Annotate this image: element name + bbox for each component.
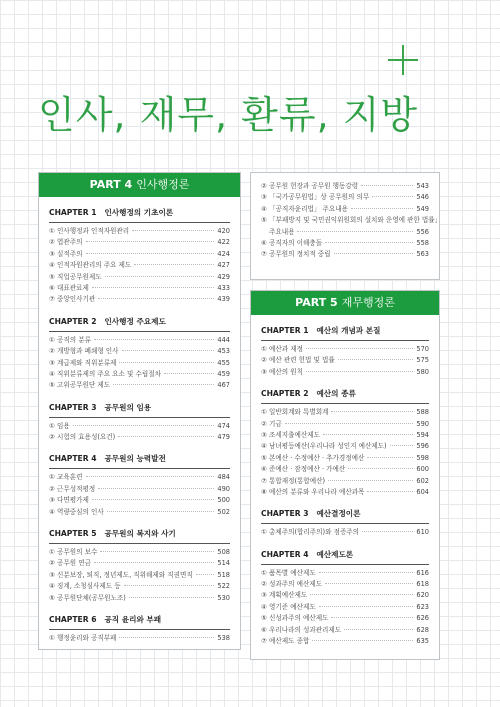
toc-entry <box>261 407 429 418</box>
toc-entry <box>49 421 230 432</box>
chapter-number: CHAPTER 2 <box>261 389 309 399</box>
toc-entry <box>49 237 230 248</box>
toc-entry-title: ② 예산 관련 헌법 및 법률 <box>261 356 335 365</box>
toc-entry <box>261 527 429 538</box>
part4-header <box>39 173 240 197</box>
dot-leader <box>94 339 214 340</box>
part4-toc <box>39 207 240 644</box>
toc-entry-title: ② 기금 <box>261 419 282 428</box>
toc-entry-page: 422 <box>217 238 230 247</box>
chapter-number: CHAPTER 3 <box>49 402 97 412</box>
toc-entry-page: 596 <box>416 442 429 451</box>
chapter-title: 예산제도론 <box>316 549 354 559</box>
dot-leader <box>367 491 413 492</box>
dot-leader <box>325 583 413 584</box>
toc-entry-title: ① 인사행정과 인적자원관리 <box>49 227 130 235</box>
chapter-title: 공직 윤리와 부패 <box>104 614 162 624</box>
toc-entry <box>261 568 429 579</box>
toc-entry-title: ③ 신분보장, 퇴직, 정년제도, 직위해제와 직권면직 <box>49 570 193 579</box>
toc-entry-page: 549 <box>416 204 429 213</box>
chapter-title: 공무원의 복지와 사기 <box>104 529 176 539</box>
toc-entry-title: ③ 계획예산제도 <box>261 591 308 600</box>
dot-leader <box>334 253 414 254</box>
chapter-heading <box>261 388 429 399</box>
toc-entry <box>49 484 230 495</box>
toc-entry-page: 600 <box>416 465 429 474</box>
chapter-divider <box>261 564 429 565</box>
toc-entry <box>49 226 230 237</box>
toc-entry-page: 444 <box>217 335 230 344</box>
plus-decoration-icon <box>388 45 418 75</box>
toc-entry-page: 598 <box>416 453 429 462</box>
chapter-heading <box>49 614 230 625</box>
dot-leader <box>92 287 215 288</box>
dot-leader <box>361 185 413 186</box>
part4-column <box>38 172 241 650</box>
part5-column <box>250 290 440 660</box>
toc-entry-page: 604 <box>416 487 429 496</box>
toc-entry-page: 502 <box>217 507 230 516</box>
toc-entry-title: ④ 직위분류제의 주요 요소 및 수립절차 <box>49 369 161 378</box>
toc-entry-page: 433 <box>217 283 230 292</box>
toc-entry-title: ② 공무원 연금 <box>49 559 91 568</box>
toc-entry-title: ② 엽관주의 <box>49 238 83 247</box>
toc-entry-page: 439 <box>217 295 230 304</box>
toc-entry <box>261 181 429 192</box>
toc-entry <box>261 367 429 378</box>
part5-header <box>251 291 439 315</box>
part5-toc <box>251 325 439 647</box>
dot-leader <box>86 253 215 254</box>
toc-entry-title: ⑤ 직업공무원제도 <box>49 272 102 281</box>
toc-entry-page: 530 <box>217 593 230 602</box>
toc-entry-title: ⑤ 공무원단체(공무원노조) <box>49 593 126 602</box>
toc-entry-page: 479 <box>217 433 230 442</box>
toc-entry <box>261 487 429 498</box>
dot-leader <box>312 640 413 641</box>
part5-label: PART 5 <box>295 296 338 309</box>
chapter-section <box>49 453 230 518</box>
toc-entry-title: ② 공무원 헌장과 공무원 행동강령 <box>261 182 359 190</box>
toc-entry <box>49 472 230 483</box>
chapter-title: 공무원의 임용 <box>104 402 152 412</box>
chapter-number: CHAPTER 5 <box>49 529 97 539</box>
toc-entry-title: ① 예산과 재정 <box>261 345 303 353</box>
toc-entry-title: ① 공직의 분류 <box>49 335 91 344</box>
chapter-section <box>49 207 230 306</box>
toc-entry <box>261 192 429 203</box>
toc-entry-title: ③ 예산의 원칙 <box>261 367 303 376</box>
toc-entry-title: ⑦ 예산제도 종합 <box>261 637 310 646</box>
chapter-heading <box>49 316 230 327</box>
toc-entry-title: ① 행정윤리와 공직부패 <box>49 633 117 642</box>
part5-title: 재무행정론 <box>341 296 395 309</box>
dot-leader <box>310 594 413 595</box>
chapter-heading <box>49 207 230 218</box>
dot-leader <box>306 348 413 349</box>
toc-entry <box>261 355 429 366</box>
toc-entry-page: 455 <box>217 358 230 367</box>
toc-entry <box>49 558 230 569</box>
toc-entry-title: ⑥ 공직자의 이해충돌 <box>261 238 323 247</box>
chapter-section <box>261 508 429 538</box>
chapter-title: 예산의 종류 <box>316 389 356 399</box>
toc-entry-title: ③ 「국가공무원법」상 공무원의 의무 <box>261 193 370 202</box>
toc-entry <box>261 430 429 441</box>
toc-entry-page: 610 <box>416 528 429 537</box>
toc-entry-page: 623 <box>416 602 429 611</box>
toc-entry-page: 538 <box>217 633 230 642</box>
toc-entry-title: ⑤ 고위공무원단 제도 <box>49 381 111 390</box>
toc-entry-title: ③ 계급제와 직위분류제 <box>49 358 117 367</box>
chapter-heading <box>49 402 230 413</box>
toc-entry-title: ④ 영기준 예산제도 <box>261 602 316 611</box>
toc-entry <box>261 249 429 260</box>
toc-entry-page: 588 <box>416 408 429 417</box>
toc-entry-page: 590 <box>416 419 429 428</box>
dot-leader <box>306 371 413 372</box>
dot-leader <box>122 350 215 351</box>
dot-leader <box>98 488 214 489</box>
toc-entry-page: 453 <box>217 347 230 356</box>
toc-entry-page: 556 <box>416 227 429 236</box>
toc-entry-title: ① 공무원의 보수 <box>49 548 98 557</box>
chapter-title: 예산의 개념과 본질 <box>316 326 381 335</box>
toc-entry-page: 514 <box>217 559 230 568</box>
toc-entry-page: 575 <box>416 356 429 365</box>
dot-leader <box>132 230 214 231</box>
toc-entry-title: ④ 역량중심의 인사 <box>49 507 104 516</box>
dot-leader <box>100 551 214 552</box>
toc-entry-title: ② 근무성적평정 <box>49 484 96 493</box>
chapter-section <box>49 316 230 392</box>
toc-entry-page: 427 <box>217 261 230 270</box>
chapter-section <box>261 325 429 378</box>
chapter-number: CHAPTER 4 <box>261 549 309 559</box>
chapter-section <box>261 549 429 648</box>
dot-leader <box>362 531 413 532</box>
page-title: 인사, 재무, 환류, 지방 <box>38 93 419 137</box>
toc-entry <box>49 260 230 271</box>
toc-entry <box>261 227 429 238</box>
dot-leader <box>367 457 413 458</box>
toc-entry-page: 635 <box>416 637 429 646</box>
toc-entry-title: ⑤ 본예산 · 수정예산 · 추가경정예산 <box>261 453 365 462</box>
dot-leader <box>92 499 215 500</box>
toc-entry-title: ① 품목별 예산제도 <box>261 568 316 577</box>
toc-entry <box>49 294 230 305</box>
dot-leader <box>119 362 214 363</box>
dot-leader <box>338 359 414 360</box>
toc-entry <box>261 441 429 452</box>
toc-entry-page: 459 <box>217 369 230 378</box>
part4-title: 인사행정론 <box>136 178 190 191</box>
toc-entry <box>49 581 230 592</box>
chapter-divider <box>49 222 230 223</box>
toc-entry-page: 543 <box>416 182 429 190</box>
toc-entry-title: ③ 조세지출예산제도 <box>261 430 320 439</box>
toc-entry-title: ④ 징계, 소청심사제도 등 <box>49 582 121 591</box>
toc-entry <box>49 380 230 391</box>
toc-entry-title: ⑥ 대표관료제 <box>49 283 89 292</box>
toc-entry <box>261 215 442 226</box>
toc-entry <box>261 590 429 601</box>
dot-leader <box>196 574 215 575</box>
chapter-heading <box>49 528 230 539</box>
toc-entry-title: ⑤ 신성과주의 예산제도 <box>261 614 329 623</box>
toc-entry-page: 602 <box>416 476 429 485</box>
dot-leader <box>348 468 413 469</box>
toc-entry <box>49 633 230 644</box>
toc-entry <box>49 283 230 294</box>
dot-leader <box>107 511 215 512</box>
chapter-number: CHAPTER 3 <box>261 509 309 519</box>
toc-entry <box>261 238 429 249</box>
chapter-divider <box>49 468 230 469</box>
chapter-section <box>49 528 230 604</box>
toc-entry <box>261 625 429 636</box>
dot-leader <box>73 425 215 426</box>
toc-entry-page: 522 <box>217 582 230 591</box>
toc-entry <box>49 570 230 581</box>
chapter-title: 공무원의 능력발전 <box>104 454 166 464</box>
dot-leader <box>113 384 214 385</box>
dot-leader <box>319 606 414 607</box>
toc-entry <box>261 453 429 464</box>
toc-entry-title: ② 개방형과 폐쇄형 인사 <box>49 347 119 356</box>
toc-entry-page: 467 <box>217 381 230 390</box>
toc-entry-title: ③ 다면평가제 <box>49 496 89 505</box>
toc-entry-page: 570 <box>416 345 429 353</box>
chapter-divider <box>49 331 230 332</box>
toc-entry <box>261 602 429 613</box>
toc-entry <box>49 593 230 604</box>
dot-leader <box>98 298 214 299</box>
toc-entry-page: 628 <box>416 625 429 634</box>
dot-leader <box>164 373 214 374</box>
dot-leader <box>119 637 214 638</box>
toc-entry <box>49 358 230 369</box>
dot-leader <box>323 434 413 435</box>
toc-entry-page: 490 <box>217 484 230 493</box>
toc-entry-page: 546 <box>416 193 429 202</box>
toc-entry-page: 420 <box>217 227 230 235</box>
chapter-title: 인사행정 주요제도 <box>104 316 166 326</box>
dot-leader <box>344 629 413 630</box>
toc-entry-title: ⑥ 준예산 · 잠정예산 · 가예산 <box>261 465 346 474</box>
toc-entry <box>261 204 429 215</box>
chapter-heading <box>49 453 230 464</box>
toc-entry <box>49 335 230 346</box>
dot-leader <box>86 476 215 477</box>
dot-leader <box>129 597 215 598</box>
dot-leader <box>331 617 413 618</box>
toc-entry-page: 563 <box>416 250 429 259</box>
dot-leader <box>124 585 215 586</box>
toc-entry <box>261 613 429 624</box>
chapter-number: CHAPTER 2 <box>49 316 97 326</box>
toc-entry-page: 500 <box>217 496 230 505</box>
toc-entry <box>49 507 230 518</box>
toc-entry-title: ④ 인적자원관리의 주요 제도 <box>49 261 132 270</box>
toc-entry <box>49 547 230 558</box>
toc-entry-page: 558 <box>416 238 429 247</box>
chapter-divider <box>261 523 429 524</box>
chapter-title: 인사행정의 기초이론 <box>104 208 174 217</box>
toc-entry-title: ① 총체주의(합리주의)와 점증주의 <box>261 528 360 537</box>
toc-entry-title: ③ 실적주의 <box>49 249 83 258</box>
part4-label: PART 4 <box>89 178 133 191</box>
dot-leader <box>328 480 413 481</box>
toc-entry-title: ④ 「공직자윤리법」 주요내용 <box>261 204 348 213</box>
toc-entry-title: ② 시험의 효용성(요건) <box>49 433 116 442</box>
toc-entry <box>49 495 230 506</box>
chapter-section <box>49 402 230 444</box>
dot-leader <box>319 572 414 573</box>
toc-entry-title: ⑧ 예산의 분류와 우리나라 예산과목 <box>261 487 365 496</box>
toc-entry <box>49 272 230 283</box>
toc-entry <box>49 346 230 357</box>
toc-entry-title: ⑤ 「부패방지 및 국민권익위원회의 설치와 운영에 관한 법률」 <box>261 216 442 225</box>
dot-leader <box>390 445 414 446</box>
chapter-heading <box>261 325 429 336</box>
toc-entry <box>261 344 429 355</box>
toc-entry <box>261 419 429 430</box>
toc-entry-page: 484 <box>217 473 230 482</box>
chapter-number: CHAPTER 1 <box>261 326 309 335</box>
toc-entry-page: 424 <box>217 249 230 258</box>
toc-entry-page: 429 <box>217 272 230 281</box>
toc-entry <box>261 579 429 590</box>
toc-entry-page: 620 <box>416 591 429 600</box>
dot-leader <box>325 242 413 243</box>
chapter-divider <box>49 629 230 630</box>
chapter-number: CHAPTER 6 <box>49 614 97 624</box>
toc-entry <box>49 369 230 380</box>
toc-entry-page: 626 <box>416 614 429 623</box>
dot-leader <box>94 562 214 563</box>
toc-entry-title: ① 임용 <box>49 421 70 430</box>
chapter-heading <box>261 549 429 560</box>
chapter-divider <box>261 403 429 404</box>
toc-entry-title: ⑦ 중앙인사기관 <box>49 295 96 304</box>
chapter-title: 예산결정이론 <box>316 509 361 519</box>
toc-entry-page: 474 <box>217 421 230 430</box>
dot-leader <box>134 264 214 265</box>
toc-entry <box>49 432 230 443</box>
toc-entry-title: ④ 남녀평등예산(우리나라 성인지 예산제도) <box>261 442 387 451</box>
toc-entry-title: ① 교육훈련 <box>49 473 83 482</box>
dot-leader <box>285 423 414 424</box>
toc-entry <box>261 476 429 487</box>
dot-leader <box>351 208 413 209</box>
toc-entry-page: 616 <box>416 568 429 577</box>
chapter-number: CHAPTER 1 <box>49 208 97 217</box>
chapter-section <box>261 388 429 498</box>
dot-leader <box>297 231 413 232</box>
dot-leader <box>105 276 215 277</box>
dot-leader <box>86 241 215 242</box>
chapter-heading <box>261 508 429 519</box>
toc-entry-title: ⑦ 공무원의 정치적 중립 <box>261 250 331 259</box>
chapter-section <box>49 614 230 644</box>
toc-entry-title: 주요내용 <box>269 227 295 236</box>
chapter-divider <box>49 543 230 544</box>
toc-entry <box>261 464 429 475</box>
part4-continued-column <box>250 172 440 280</box>
toc-entry-title: ① 일반회계와 특별회계 <box>261 408 329 417</box>
dot-leader <box>372 196 413 197</box>
toc-entry-title: ② 성과주의 예산제도 <box>261 580 323 589</box>
toc-entry-title: ⑦ 통합재정(통합예산) <box>261 476 326 485</box>
chapter-number: CHAPTER 4 <box>49 454 97 464</box>
toc-entry <box>49 249 230 260</box>
dot-leader <box>331 411 413 412</box>
toc-entry-page: 618 <box>416 580 429 589</box>
toc-entry-title: ⑥ 우리나라의 성과관리제도 <box>261 625 342 634</box>
toc-entry <box>261 636 429 647</box>
toc-entry-page: 508 <box>217 548 230 557</box>
part4-continued-toc <box>251 173 442 261</box>
chapter-divider <box>261 340 429 341</box>
toc-entry-page: 518 <box>217 570 230 579</box>
dot-leader <box>118 436 214 437</box>
toc-entry-page: 580 <box>416 367 429 376</box>
chapter-divider <box>49 417 230 418</box>
toc-entry-page: 594 <box>416 430 429 439</box>
